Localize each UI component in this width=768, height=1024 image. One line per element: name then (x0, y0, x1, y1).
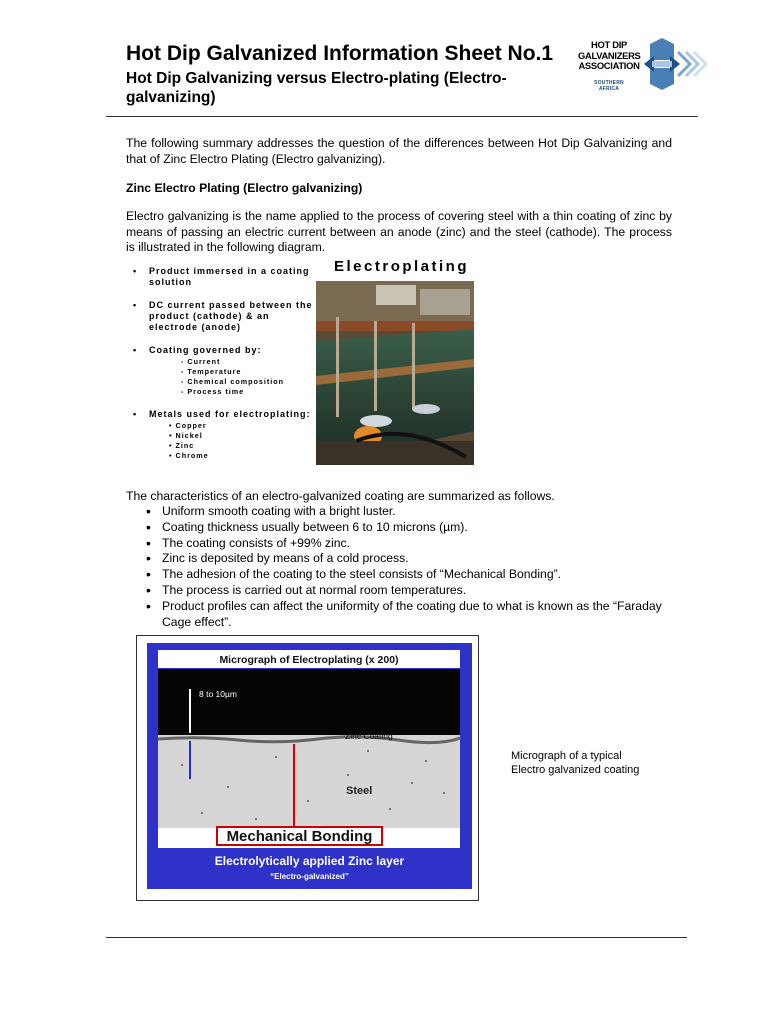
bonding-pointer-line (293, 744, 295, 826)
list-item: • Product profiles can affect the uniformity of the coating due to what is known as the “Faraday Cage effect”. (146, 599, 676, 631)
slide-bullet-list (132, 266, 317, 473)
micrograph-subcaption: “Electro-galvanized” (270, 872, 349, 881)
header-divider (106, 116, 698, 117)
slide-point (132, 409, 317, 461)
governing-factor: - Current (181, 357, 221, 366)
metal-item: • Copper (169, 421, 207, 430)
steel-label: Steel (346, 785, 373, 797)
logo-subtext: SOUTHERN AFRICA (594, 80, 624, 92)
mechanical-bonding-box (216, 826, 383, 846)
governing-factor: - Process time (181, 387, 245, 396)
metal-item: • Zinc (169, 441, 195, 450)
characteristics-list (146, 504, 676, 630)
metal-item: • Chrome (169, 451, 209, 460)
mechanical-bonding-label: Mechanical Bonding (226, 828, 373, 845)
micrograph-title-box (158, 650, 460, 668)
micrograph-title: Micrograph of Electroplating (x 200) (219, 654, 399, 666)
list-item: • The adhesion of the coating to the steel consists of “Mechanical Bonding”. (146, 567, 676, 583)
electroplating-photo (316, 281, 474, 465)
list-item: • Uniform smooth coating with a bright luster. (146, 504, 676, 520)
micrograph-resin-layer (158, 669, 460, 735)
list-item: • Coating thickness usually between 6 to 10 microns (µm). (146, 520, 676, 536)
slide-point-label: Metals used for electroplating: (149, 409, 311, 419)
slide-title: Electroplating (334, 258, 470, 275)
logo-text: HOT DIP GALVANIZERS ASSOCIATION (578, 39, 641, 71)
coating-pointer-arrow (189, 741, 191, 779)
characteristics-intro: The characteristics of an electro-galvanized coating are summarized as follows. (126, 489, 555, 503)
galvanizer-emblem-icon (638, 38, 710, 90)
page-title: Hot Dip Galvanized Information Sheet No.1 (126, 42, 554, 65)
slide-point: • DC current passed between the product (cathode) & an electrode (anode) (132, 300, 317, 333)
governing-factor: - Temperature (181, 367, 242, 376)
association-logo (572, 36, 712, 94)
section-heading: Zinc Electro Plating (Electro galvanizing) (126, 181, 363, 195)
governing-factor: - Chemical composition (181, 377, 285, 386)
page-subtitle: Hot Dip Galvanizing versus Electro-plating (Electro-galvanizing) (126, 70, 507, 106)
intro-paragraph: The following summary addresses the question of the differences between Hot Dip Galvanizing and that of Zinc Electro Plating (Electro galvanizing). (126, 136, 672, 166)
slide-point (132, 345, 317, 397)
micrograph-steel-layer (158, 735, 460, 830)
slide-point: • Product immersed in a coating solution (132, 266, 317, 288)
slide-point-label: Coating governed by: (149, 345, 262, 355)
metal-item: • Nickel (169, 431, 203, 440)
list-item: • The process is carried out at normal room temperatures. (146, 583, 676, 599)
list-item: • The coating consists of +99% zinc. (146, 536, 676, 552)
description-paragraph: Electro galvanizing is the name applied to the process of covering steel with a thin coating of zinc by means of passing an electric current between an anode (zinc) and the steel (cathode). The process is illustrated in the following diagram. (126, 209, 672, 255)
figure-side-caption: Micrograph of a typical Electro galvanized coating (511, 750, 640, 776)
list-item: • Zinc is deposited by means of a cold process. (146, 551, 676, 567)
micrograph-caption: Electrolytically applied Zinc layer (214, 854, 405, 868)
thickness-label: 8 to 10µm (199, 689, 237, 699)
thickness-arrow (189, 689, 191, 733)
zinc-coating-label: Zinc Coating (345, 731, 393, 741)
footer-divider (106, 937, 687, 938)
